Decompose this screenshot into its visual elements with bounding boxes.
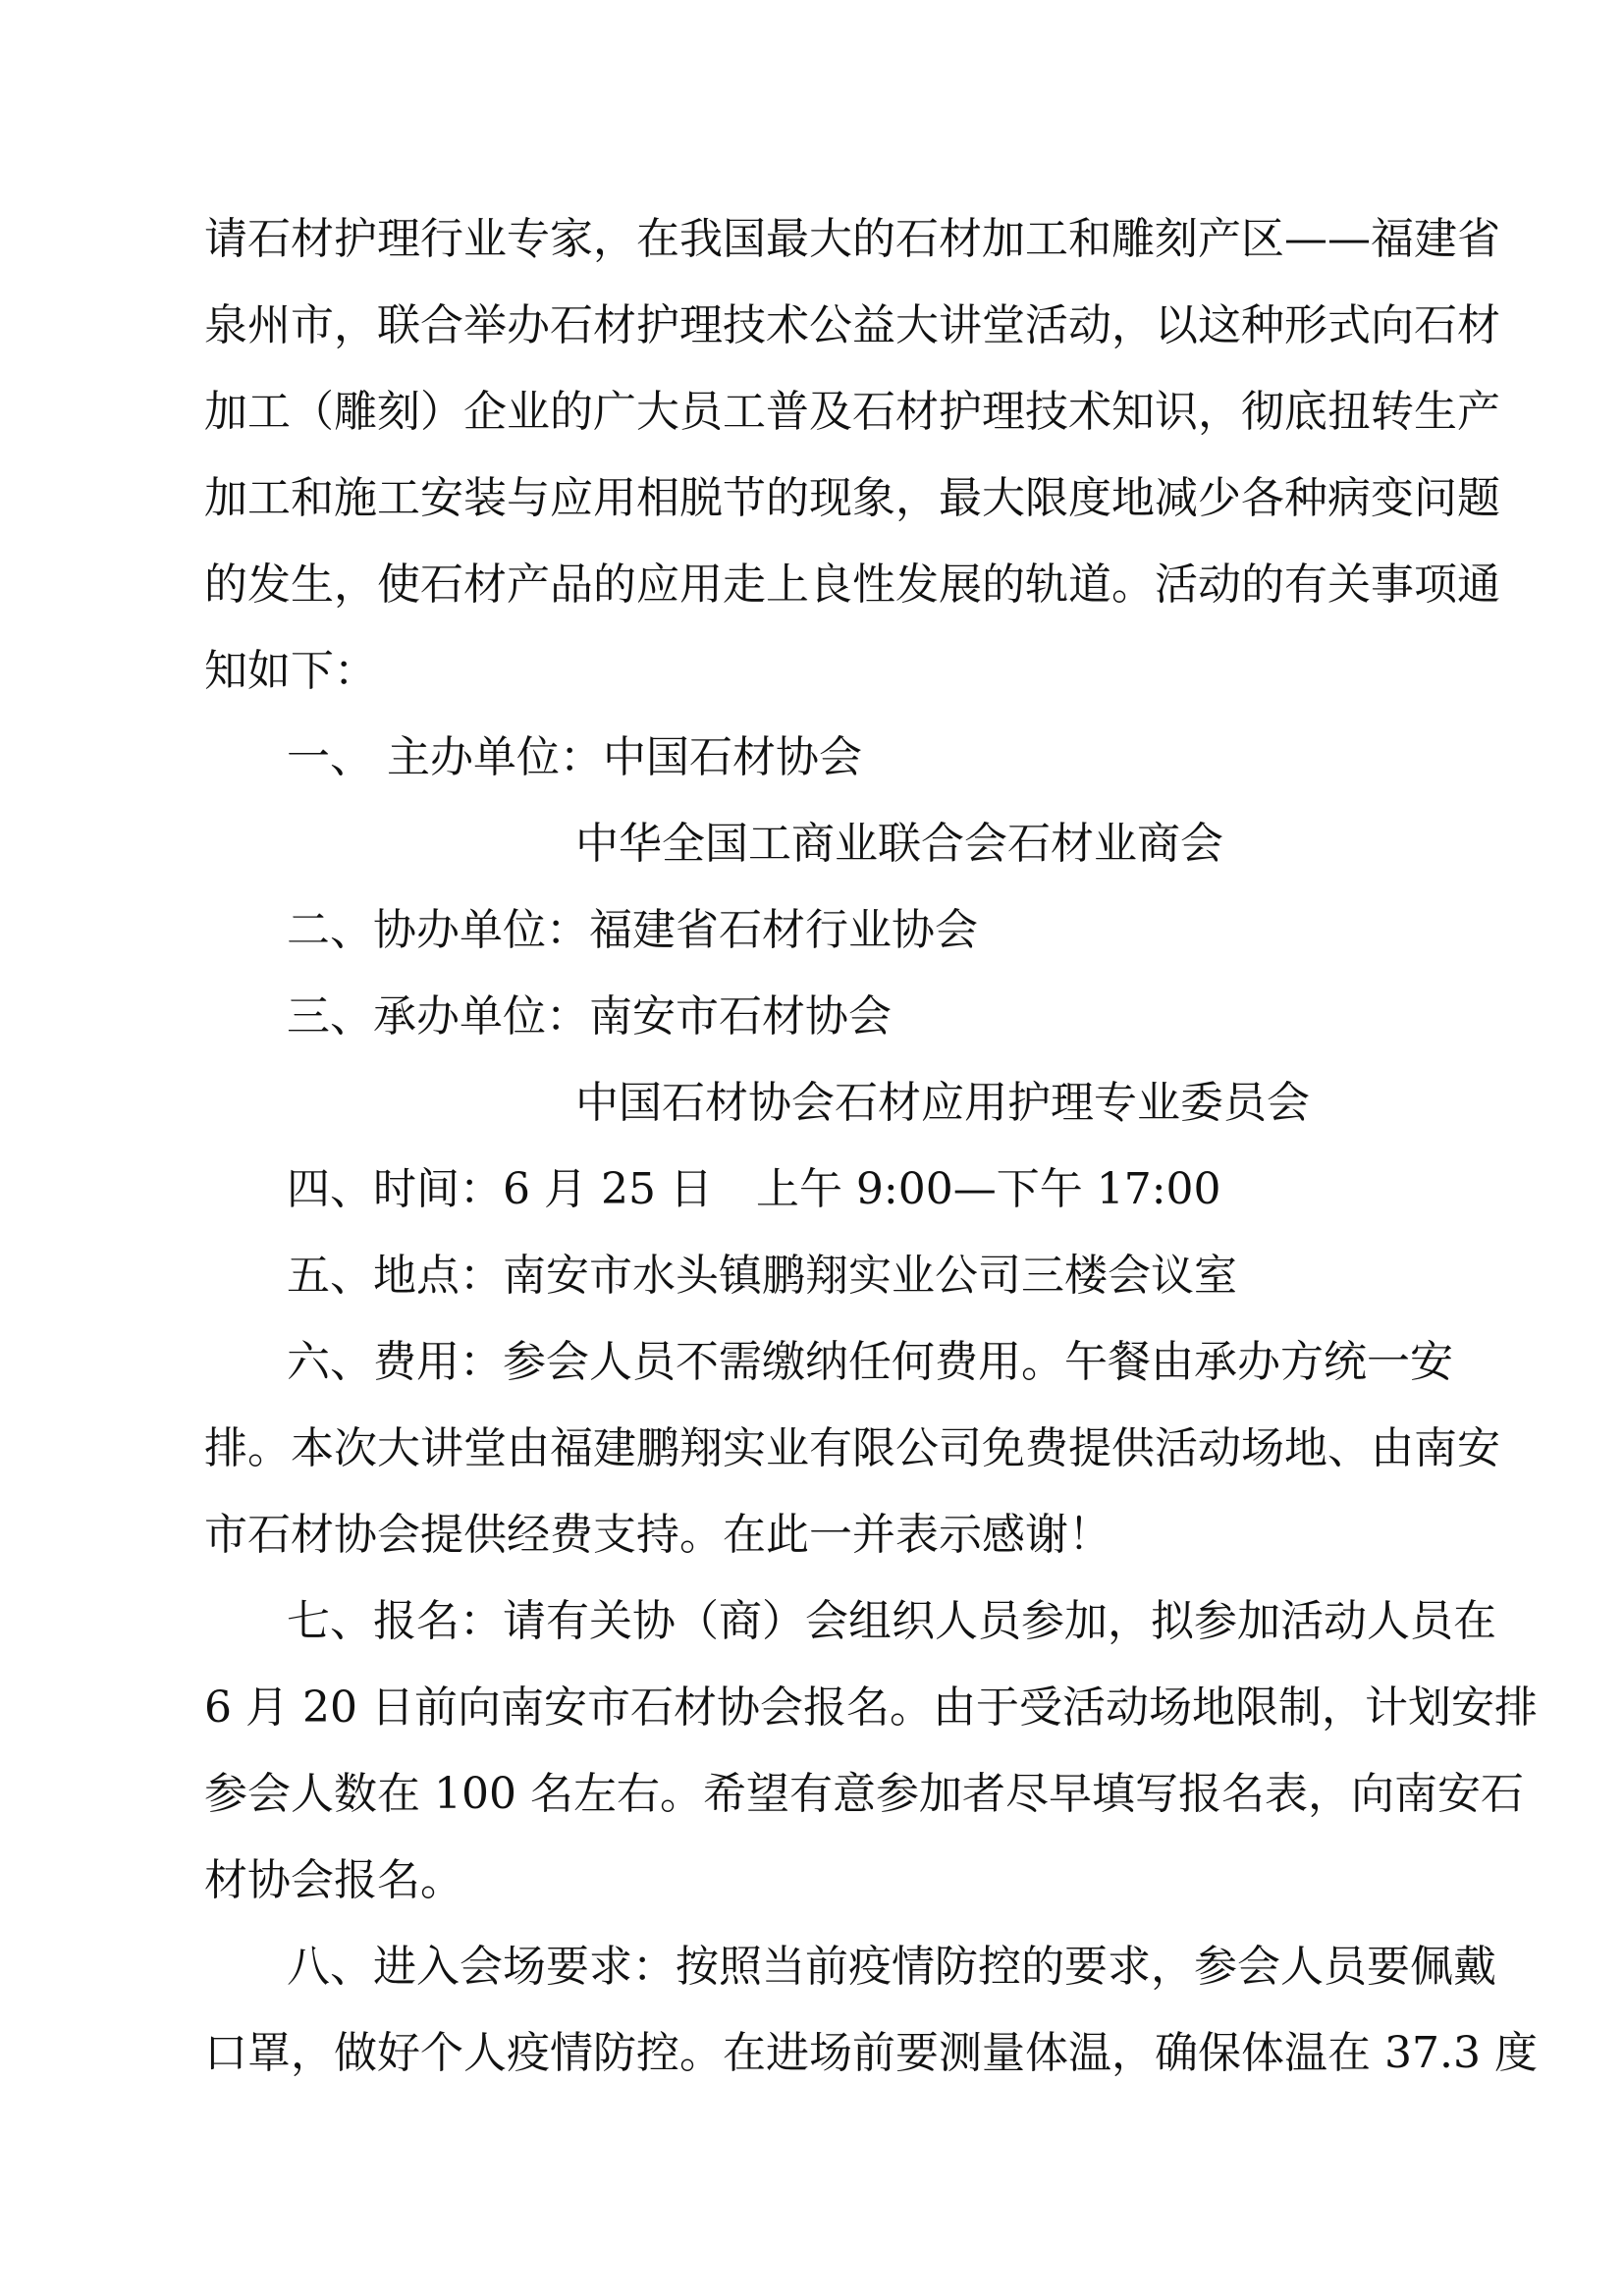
item-organizer: 一、 主办单位：中国石材协会 <box>287 732 862 782</box>
paragraph-line: 加工和施工安装与应用相脱节的现象，最大限度地减少各种病变问题 <box>204 473 1500 523</box>
paragraph-line: 的发生，使石材产品的应用走上良性发展的轨道。活动的有关事项通 <box>204 560 1500 610</box>
paragraph-line: 参会人数在 100 名左右。希望有意参加者尽早填写报名表，向南安石 <box>204 1769 1524 1819</box>
item-co-organizer: 二、协办单位：福建省石材行业协会 <box>287 905 978 955</box>
paragraph-line: 口罩，做好个人疫情防控。在进场前要测量体温，确保体温在 37.3 度 <box>204 2028 1538 2078</box>
item-organizer-2: 中华全国工商业联合会石材业商会 <box>575 819 1223 869</box>
paragraph-line: 排。本次大讲堂由福建鹏翔实业有限公司免费提供活动场地、由南安 <box>204 1423 1500 1473</box>
paragraph-line: 市石材协会提供经费支持。在此一并表示感谢！ <box>204 1510 1111 1560</box>
paragraph-line: 材协会报名。 <box>204 1855 463 1905</box>
item-registration: 七、报名：请有关协（商）会组织人员参加，拟参加活动人员在 <box>287 1596 1496 1646</box>
item-time: 四、时间：6 月 25 日 上午 9:00—下午 17:00 <box>287 1164 1221 1214</box>
paragraph-line: 请石材护理行业专家，在我国最大的石材加工和雕刻产区——福建省 <box>204 214 1500 264</box>
paragraph-line: 6 月 20 日前向南安市石材协会报名。由于受活动场地限制，计划安排 <box>204 1682 1538 1733</box>
item-host-2: 中国石材协会石材应用护理专业委员会 <box>575 1078 1310 1128</box>
paragraph-line: 知如下： <box>204 646 377 696</box>
item-host: 三、承办单位：南安市石材协会 <box>287 991 892 1041</box>
paragraph-line: 加工（雕刻）企业的广大员工普及石材护理技术知识，彻底扭转生产 <box>204 387 1500 437</box>
item-location: 五、地点：南安市水头镇鹏翔实业公司三楼会议室 <box>287 1251 1237 1301</box>
item-fee: 六、费用：参会人员不需缴纳任何费用。午餐由承办方统一安 <box>287 1337 1453 1387</box>
item-venue-requirements: 八、进入会场要求：按照当前疫情防控的要求，参会人员要佩戴 <box>287 1942 1496 1992</box>
paragraph-line: 泉州市，联合举办石材护理技术公益大讲堂活动，以这种形式向石材 <box>204 300 1500 350</box>
